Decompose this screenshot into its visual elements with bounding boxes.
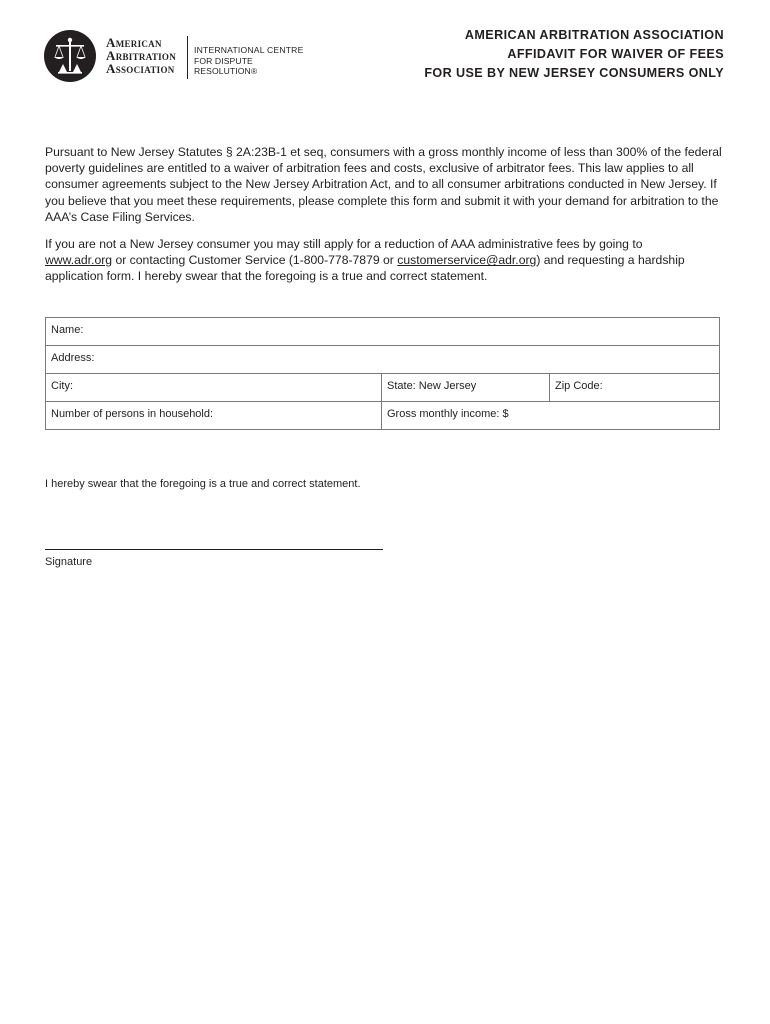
- address-field[interactable]: [46, 346, 720, 374]
- non-nj-text-c: ) and requesting a hardship application form. I hereby swear that the foregoing is a true and correct statement.: [45, 253, 685, 284]
- form-row-household: [46, 402, 720, 430]
- form-row-address: [46, 346, 720, 374]
- household-label: Number of persons in household:: [51, 408, 214, 420]
- address-label: Address:: [51, 352, 95, 364]
- statute-paragraph: Pursuant to New Jersey Statutes § 2A:23B-1 et seq, consumers with a gross monthly income of less than 300% of the federal poverty guidelines are entitled to a waiver of arbitration fees and costs, exclusive of arbitrator fees. This law applies to all consumer agreements subject to the New Jersey Arbitration Act, and to all consumer arbitrations conducted in New Jersey. If you believe that you meet these requirements, please complete this form and submit it with your demand for arbitration to the AAA’s Case Filing Services.: [45, 145, 722, 224]
- document-title: [424, 26, 724, 83]
- income-field[interactable]: [382, 402, 720, 430]
- website-link[interactable]: www.adr.org: [45, 253, 113, 268]
- name-field[interactable]: [46, 318, 720, 346]
- title-line-1: AMERICAN ARBITRATION ASSOCIATION: [464, 28, 724, 42]
- icdr-line-1: INTERNATIONAL CENTRE: [194, 45, 304, 55]
- state-field[interactable]: [382, 374, 550, 402]
- org-name-line-3: Association: [106, 61, 175, 76]
- form-row-location: [46, 374, 720, 402]
- household-field[interactable]: [46, 402, 382, 430]
- zip-field[interactable]: [550, 374, 720, 402]
- city-field[interactable]: [46, 374, 382, 402]
- title-line-2: AFFIDAVIT FOR WAIVER OF FEES: [507, 47, 724, 61]
- aaa-logo: [44, 30, 314, 84]
- org-name-line-1: American: [106, 35, 162, 50]
- logo-divider: [187, 36, 188, 79]
- icdr-line-2: FOR DISPUTE RESOLUTION®: [194, 55, 258, 76]
- state-label: State: New Jersey: [387, 380, 477, 392]
- name-label: Name:: [51, 324, 84, 336]
- form-row-name: [46, 318, 720, 346]
- org-name-line-2: Arbitration: [106, 48, 177, 63]
- signature-label: Signature: [45, 556, 93, 568]
- org-name: [106, 36, 176, 75]
- email-link[interactable]: customerservice@adr.org: [397, 253, 537, 268]
- non-nj-text-a: If you are not a New Jersey consumer you may still apply for a reduction of AAA administrative fees by going to: [45, 237, 643, 251]
- signature-line[interactable]: [45, 549, 383, 550]
- city-label: City:: [51, 380, 73, 392]
- scales-of-justice-seal-icon: [44, 30, 96, 82]
- income-label: Gross monthly income: $: [387, 408, 509, 420]
- swear-statement: I hereby swear that the foregoing is a true and correct statement.: [45, 478, 361, 490]
- applicant-info-form: [45, 317, 720, 430]
- icdr-name: [194, 45, 314, 77]
- zip-label: Zip Code:: [555, 380, 603, 392]
- non-nj-paragraph: [45, 236, 731, 285]
- title-line-3: FOR USE BY NEW JERSEY CONSUMERS ONLY: [424, 66, 724, 80]
- non-nj-text-b: or contacting Customer Service (1-800-778-7879 or: [112, 253, 398, 268]
